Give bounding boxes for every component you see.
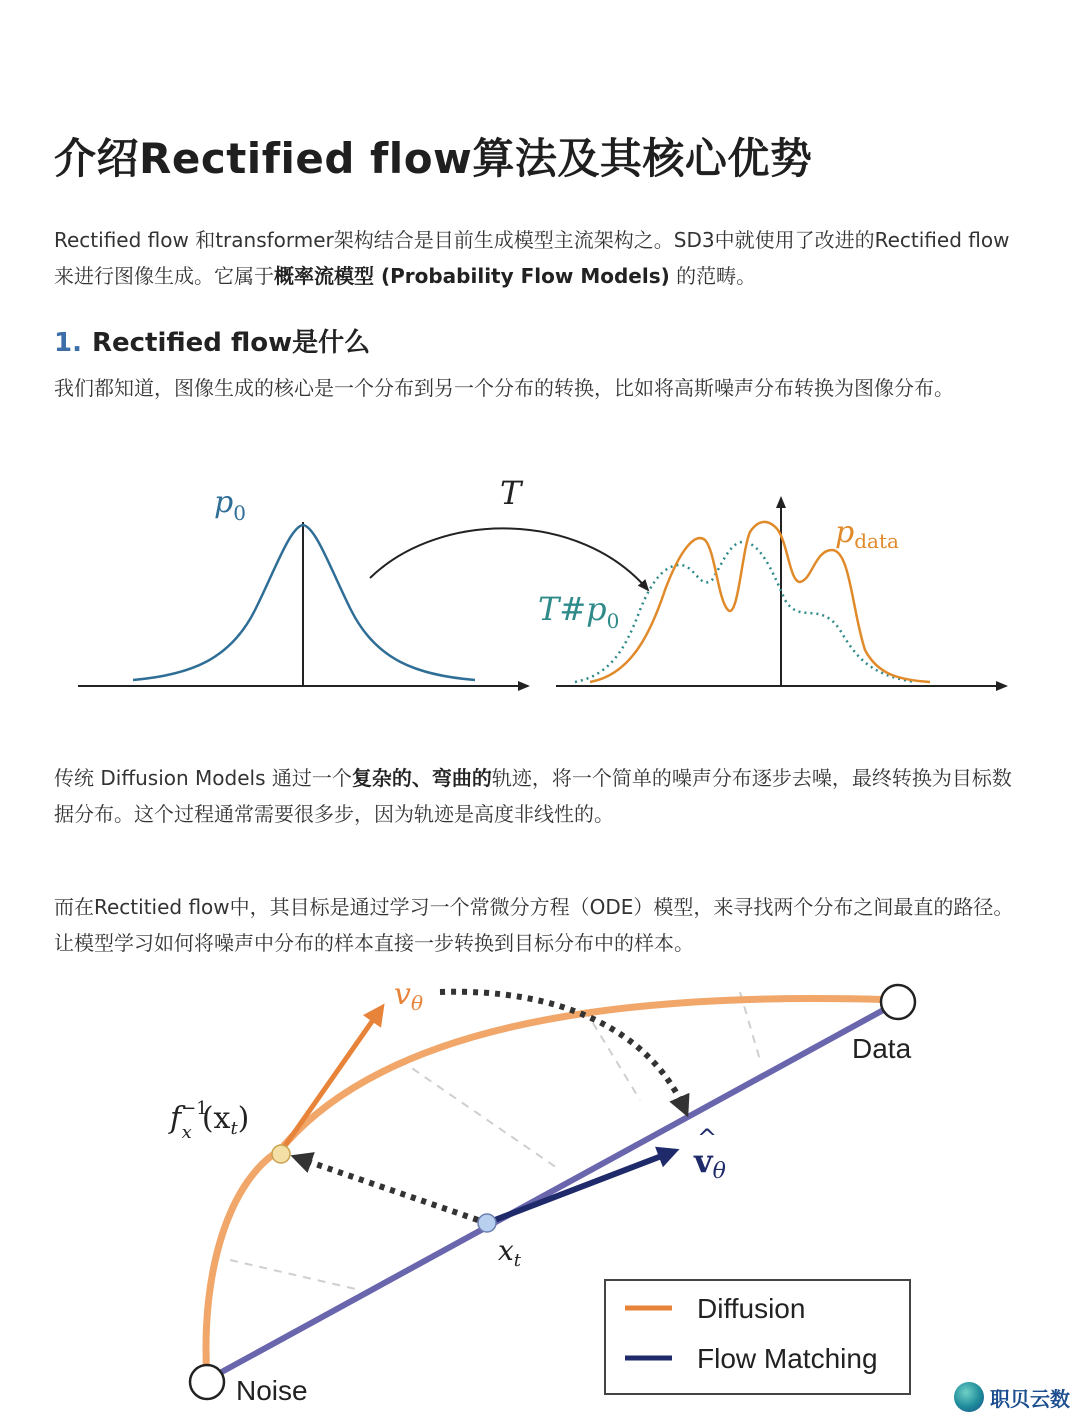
pushforward-curve (575, 542, 915, 682)
pdata-label: $p_{data}$ (835, 515, 899, 553)
section-heading-1 (54, 322, 370, 359)
transform-label: T (500, 474, 522, 512)
xt-label: $x_t$ (498, 1234, 522, 1271)
pushforward-label: $T\#p_0$ (538, 590, 620, 633)
section-number: 1. (54, 328, 82, 358)
watermark-text: 职贝云数 (990, 1386, 1070, 1411)
data-label: Data (852, 1033, 912, 1064)
noise-label: Noise (236, 1375, 308, 1406)
intro-bold-term: 概率流模型 (Probability Flow Models) (274, 264, 670, 288)
legend-label-diffusion: Diffusion (697, 1293, 806, 1324)
xt-point (478, 1214, 496, 1232)
vhat-hat: ^ (697, 1124, 718, 1152)
guide-lines (230, 992, 760, 1290)
intro-paragraph (54, 222, 1029, 294)
brand-logo-icon (954, 1382, 984, 1412)
transform-arrow (370, 528, 648, 590)
dotted-arrow-bottom (298, 1158, 478, 1220)
paragraph-rectified-flow: 而在Rectitied flow中，其目标是通过学习一个常微分方程（ODE）模型，来寻找两个分布之间最直的路径。让模型学习如何将噪声中分布的样本直接一步转换到目标分布中的样本。 (54, 895, 1014, 955)
finv-label: $f^{-1}$ x $(x_t)$ (170, 1098, 250, 1143)
legend (605, 1280, 910, 1394)
noise-node (190, 1365, 224, 1399)
vhat-theta-arrow (487, 1152, 672, 1223)
vhat-theta-label: vθ (694, 1142, 726, 1184)
paragraph-distribution-transform: 我们都知道，图像生成的核心是一个分布到另一个分布的转换，比如将高斯噪声分布转换为图像分布。 (54, 376, 954, 400)
distribution-transform-figure (0, 470, 1080, 710)
diffusion-text-1: 传统 Diffusion Models 通过一个 (54, 766, 352, 790)
paragraph-diffusion (54, 760, 1029, 832)
v-theta-label: $v_\theta$ (394, 977, 423, 1015)
article-title: 介绍Rectified flow算法及其核心优势 (54, 134, 813, 183)
dotted-arrow-top (440, 992, 685, 1110)
data-node (881, 985, 915, 1019)
watermark (954, 1382, 1070, 1412)
diffusion-text-2: 轨迹，将一个简单的噪声分布逐步去噪，最终转换为目标数据分布。这个过程通常需要很多步，因为轨迹是高度非线性的。 (54, 766, 1012, 826)
p0-label: $p_0$ (214, 485, 246, 525)
legend-label-flow-matching: Flow Matching (697, 1343, 878, 1374)
diffusion-bold-term: 复杂的、弯曲的 (351, 766, 492, 790)
finv-point (272, 1145, 290, 1163)
section-heading-text: Rectified flow是什么 (91, 328, 371, 358)
intro-text-2: 的范畴。 (669, 264, 757, 288)
flow-matching-figure (0, 970, 1080, 1420)
intro-text-1: Rectified flow 和transformer架构结合是目前生成模型主流架构之。SD3中就使用了改进的Rectified flow来进行图像生成。它属于 (54, 228, 1010, 288)
